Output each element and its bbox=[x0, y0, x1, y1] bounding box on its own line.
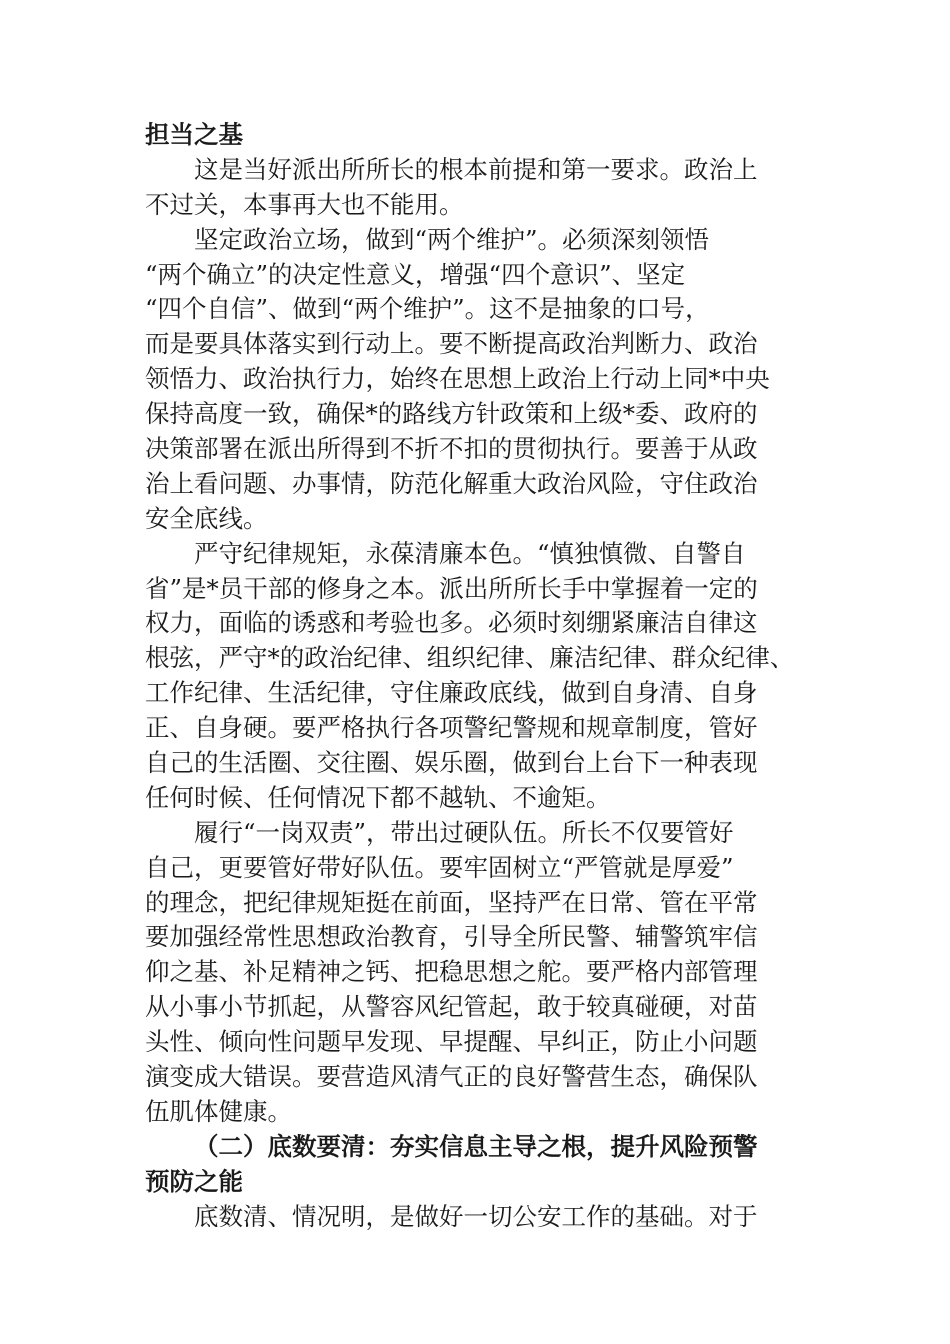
section-heading-line: 担当之基 bbox=[145, 120, 243, 149]
paragraph-line: “两个确立”的决定性意义，增强“四个意识”、坚定 bbox=[145, 259, 686, 289]
paragraph-line: 演变成大错误。要营造风清气正的良好警营生态，确保队 bbox=[145, 1062, 758, 1092]
paragraph-line: 保持高度一致，确保*的路线方针政策和上级*委、政府的 bbox=[145, 399, 758, 429]
paragraph-line: 安全底线。 bbox=[145, 503, 268, 533]
paragraph-line: 的理念，把纪律规矩挺在前面，坚持严在日常、管在平常 bbox=[145, 887, 758, 917]
paragraph-line: 严守纪律规矩，永葆清廉本色。“慎独慎微、自警自 bbox=[194, 538, 746, 568]
section-heading-line: 预防之能 bbox=[145, 1166, 243, 1196]
paragraph-line: 伍肌体健康。 bbox=[145, 1096, 292, 1126]
paragraph-line: 任何时候、任何情况下都不越轨、不逾矩。 bbox=[145, 782, 611, 812]
paragraph-line: 坚定政治立场，做到“两个维护”。必须深刻领悟 bbox=[194, 224, 710, 254]
paragraph-line: 自己的生活圈、交往圈、娱乐圈，做到台上台下一种表现 bbox=[145, 748, 758, 778]
paragraph-line: 底数清、情况明，是做好一切公安工作的基础。对于 bbox=[194, 1201, 758, 1231]
paragraph-line: 决策部署在派出所得到不折不扣的贯彻执行。要善于从政 bbox=[145, 434, 758, 464]
paragraph-line: 省”是*员干部的修身之本。派出所所长手中掌握着一定的 bbox=[145, 573, 758, 603]
paragraph-line: 不过关，本事再大也不能用。 bbox=[145, 189, 464, 219]
paragraph-line: 要加强经常性思想政治教育，引导全所民警、辅警筑牢信 bbox=[145, 922, 758, 952]
paragraph-line: 头性、倾向性问题早发现、早提醒、早纠正，防止小问题 bbox=[145, 1027, 758, 1057]
paragraph-line: 权力，面临的诱惑和考验也多。必须时刻绷紧廉洁自律这 bbox=[145, 608, 758, 638]
paragraph-line: 领悟力、政治执行力，始终在思想上政治上行动上同*中央 bbox=[145, 364, 770, 394]
paragraph-line: 履行“一岗双责”，带出过硬队伍。所长不仅要管好 bbox=[194, 817, 734, 847]
paragraph-line: 从小事小节抓起，从警容风纪管起，敢于较真碰硬，对苗 bbox=[145, 992, 758, 1022]
document-body bbox=[145, 118, 825, 1235]
paragraph-line: 仰之基、补足精神之钙、把稳思想之舵。要严格内部管理 bbox=[145, 957, 758, 987]
paragraph-line: “四个自信”、做到“两个维护”。这不是抽象的口号， bbox=[145, 294, 710, 324]
section-heading-line: （二）底数要清：夯实信息主导之根，提升风险预警 bbox=[194, 1131, 758, 1161]
paragraph-line: 这是当好派出所所长的根本前提和第一要求。政治上 bbox=[194, 154, 758, 184]
paragraph-line: 工作纪律、生活纪律，守住廉政底线，做到自身清、自身 bbox=[145, 678, 758, 708]
paragraph-line: 根弦，严守*的政治纪律、组织纪律、廉洁纪律、群众纪律、 bbox=[145, 643, 795, 673]
paragraph-line: 治上看问题、办事情，防范化解重大政治风险，守住政治 bbox=[145, 468, 758, 498]
paragraph-line: 自己，更要管好带好队伍。要牢固树立“严管就是厚爱” bbox=[145, 852, 734, 882]
paragraph-line: 正、自身硬。要严格执行各项警纪警规和规章制度，管好 bbox=[145, 713, 758, 743]
paragraph-line: 而是要具体落实到行动上。要不断提高政治判断力、政治 bbox=[145, 329, 758, 359]
